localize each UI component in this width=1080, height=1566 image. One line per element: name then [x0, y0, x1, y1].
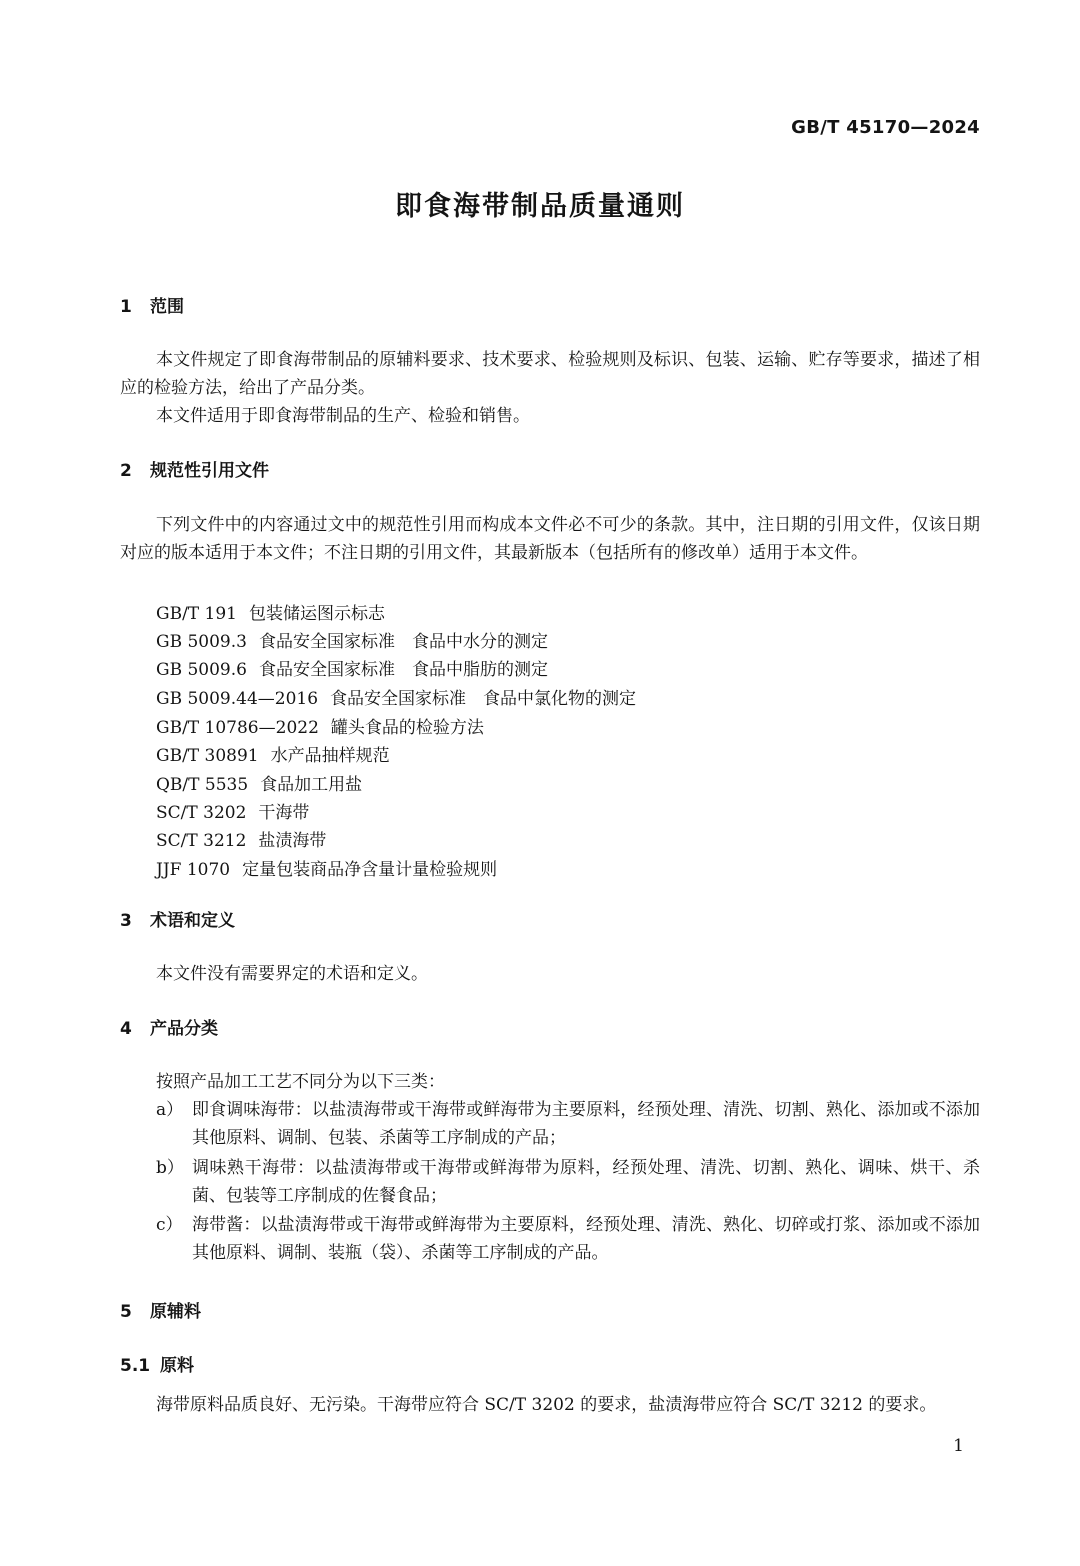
list-marker: b） [156, 1158, 184, 1178]
section-number: 1 [120, 297, 132, 317]
reference-title: 罐头食品的检验方法 [330, 718, 484, 738]
section-4-paragraph-1: 按照产品加工工艺不同分为以下三类： [156, 1072, 445, 1092]
reference-title: 包装储运图示标志 [249, 604, 385, 624]
reference-code: SC/T 3202 [156, 803, 247, 823]
reference-item [156, 599, 385, 624]
reference-code: SC/T 3212 [156, 831, 247, 851]
section-number: 4 [120, 1019, 132, 1039]
reference-title: 盐渍海带 [258, 831, 327, 851]
section-4-heading [120, 1014, 218, 1039]
reference-code: QB/T 5535 [156, 775, 249, 795]
page-number: 1 [953, 1436, 964, 1456]
reference-item [156, 798, 309, 823]
section-1-paragraph-2: 本文件适用于即食海带制品的生产、检验和销售。 [156, 406, 530, 426]
reference-item [156, 855, 497, 880]
reference-code: GB/T 10786—2022 [156, 718, 319, 738]
section-2-heading [120, 456, 269, 481]
reference-title: 水产品抽样规范 [270, 746, 390, 766]
standard-code: GB/T 45170—2024 [791, 117, 980, 138]
reference-code: JJF 1070 [156, 860, 231, 880]
reference-code: GB 5009.44—2016 [156, 689, 319, 709]
reference-code: GB/T 191 [156, 604, 237, 624]
section-title: 产品分类 [150, 1019, 218, 1039]
section-title: 范围 [150, 297, 184, 317]
reference-code: GB 5009.3 [156, 632, 247, 652]
section-5-heading [120, 1297, 201, 1322]
reference-item [156, 826, 326, 851]
document-title: 即食海带制品质量通则 [395, 191, 685, 222]
reference-item [156, 741, 390, 766]
reference-title: 食品安全国家标准 食品中脂肪的测定 [258, 660, 548, 680]
reference-item [156, 770, 362, 795]
section-number: 5.1 [120, 1356, 151, 1376]
section-1-heading [120, 292, 184, 317]
section-5-1-heading [120, 1351, 194, 1376]
list-marker: c） [156, 1215, 183, 1235]
reference-item [156, 627, 548, 652]
list-item-text: 即食调味海带：以盐渍海带或干海带或鲜海带为主要原料，经预处理、清洗、切割、熟化、添加或不添加其他原料、调制、包装、杀菌等工序制成的产品； [192, 1100, 980, 1148]
reference-title: 食品安全国家标准 食品中水分的测定 [258, 632, 548, 652]
section-title: 原料 [160, 1356, 194, 1376]
section-title: 规范性引用文件 [150, 461, 269, 481]
section-3-paragraph-1: 本文件没有需要界定的术语和定义。 [156, 964, 428, 984]
section-1-paragraph-1: 本文件规定了即食海带制品的原辅料要求、技术要求、检验规则及标识、包装、运输、贮存等要求，描述了相应的检验方法，给出了产品分类。 [120, 350, 980, 398]
section-title: 原辅料 [150, 1302, 201, 1322]
section-title: 术语和定义 [150, 911, 235, 931]
section-number: 3 [120, 911, 132, 931]
reference-item [156, 684, 636, 709]
section-2-paragraph-1: 下列文件中的内容通过文中的规范性引用而构成本文件必不可少的条款。其中，注日期的引用文件，仅该日期对应的版本适用于本文件；不注日期的引用文件，其最新版本（包括所有的修改单）适用于本文件。 [120, 515, 980, 563]
reference-title: 食品安全国家标准 食品中氯化物的测定 [330, 689, 637, 709]
list-item-text: 海带酱：以盐渍海带或干海带或鲜海带为主要原料，经预处理、清洗、熟化、切碎或打浆、添加或不添加其他原料、调制、装瓶（袋）、杀菌等工序制成的产品。 [192, 1215, 980, 1263]
reference-title: 干海带 [258, 803, 310, 823]
reference-item [156, 655, 548, 680]
list-item-text: 调味熟干海带：以盐渍海带或干海带或鲜海带为原料，经预处理、清洗、切割、熟化、调味、烘干、杀菌、包装等工序制成的佐餐食品； [192, 1158, 980, 1206]
reference-item [156, 713, 484, 738]
section-5-1-paragraph-1: 海带原料品质良好、无污染。干海带应符合 SC/T 3202 的要求，盐渍海带应符合 SC/T 3212 的要求。 [156, 1395, 937, 1415]
reference-code: GB 5009.6 [156, 660, 247, 680]
section-number: 2 [120, 461, 132, 481]
reference-title: 食品加工用盐 [260, 775, 363, 795]
section-number: 5 [120, 1302, 132, 1322]
reference-code: GB/T 30891 [156, 746, 259, 766]
reference-title: 定量包装商品净含量计量检验规则 [242, 860, 498, 880]
section-3-heading [120, 906, 235, 931]
list-marker: a） [156, 1100, 184, 1120]
